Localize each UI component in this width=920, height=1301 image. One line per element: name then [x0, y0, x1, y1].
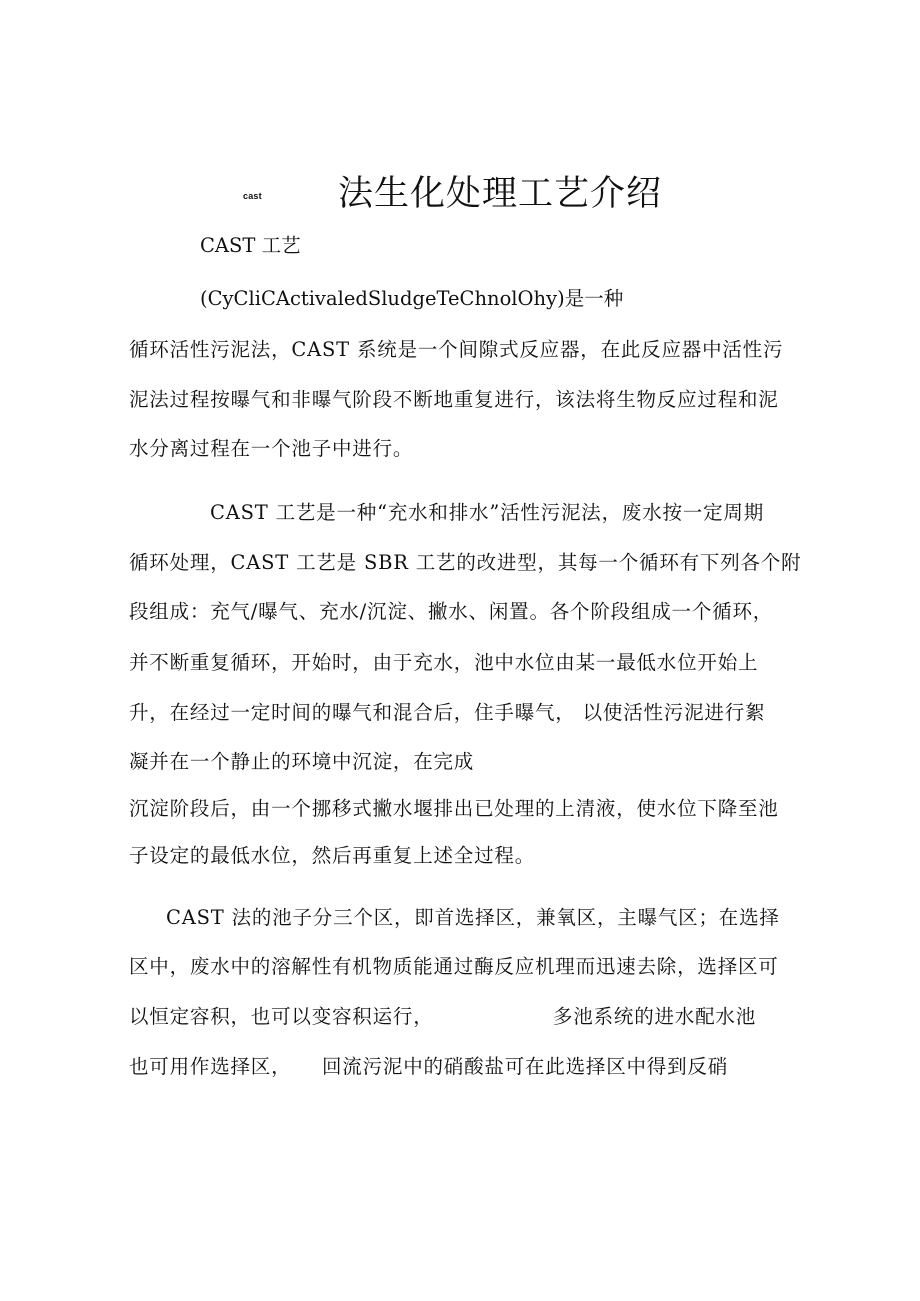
text-line: CAST 工艺是一种“充水和排水”活性污泥法，废水按一定周期 — [210, 501, 765, 524]
text-line: CAST 工艺 — [200, 234, 301, 257]
text-line: 水分离过程在一个池子中进行。 — [129, 437, 414, 460]
text-line: 泥法过程按曝气和非曝气阶段不断地重复进行，该法将生物反应过程和泥 — [129, 388, 779, 411]
text-line: 循环处理，CAST 工艺是 SBR 工艺的改进型，其每一个循环有下列各个附 — [129, 551, 802, 574]
text-line: 子设定的最低水位，然后再重复上述全过程。 — [129, 844, 536, 867]
text-line: 也可用作选择区， — [129, 1055, 292, 1078]
text-line: 升，在经过一定时间的曝气和混合后，住手曝气， 以使活性污泥进行絮 — [129, 701, 766, 724]
page-title: 法生化处理工艺介绍 — [338, 174, 663, 214]
text-line: 回流污泥中的硝酸盐可在此选择区中得到反硝 — [322, 1055, 729, 1078]
title-prefix: cast — [243, 191, 262, 201]
text-line: 区中，废水中的溶解性有机物质能通过酶反应机理而迅速去除，选择区可 — [129, 955, 779, 978]
text-line: 沉淀阶段后，由一个挪移式撇水堰排出已处理的上清液，使水位下降至池 — [129, 797, 779, 820]
text-line: 多池系统的进水配水池 — [553, 1005, 757, 1028]
text-line: 循环活性污泥法，CAST 系统是一个间隙式反应器，在此反应器中活性污 — [129, 338, 784, 361]
text-line: 凝并在一个静止的环境中沉淀，在完成 — [129, 750, 475, 773]
text-line: 并不断重复循环，开始时，由于充水，池中水位由某一最低水位开始上 — [129, 651, 759, 674]
text-line: 以恒定容积，也可以变容积运行， — [129, 1005, 434, 1028]
text-line: CAST 法的池子分三个区，即首选择区，兼氧区，主曝气区；在选择 — [166, 906, 780, 929]
text-line: (CyCliCActivaledSludgeTeChnolOhy)是一种 — [200, 287, 624, 310]
text-line: 段组成：充气/曝气、充水/沉淀、撇水、闲置。各个阶段组成一个循环， — [129, 600, 774, 623]
